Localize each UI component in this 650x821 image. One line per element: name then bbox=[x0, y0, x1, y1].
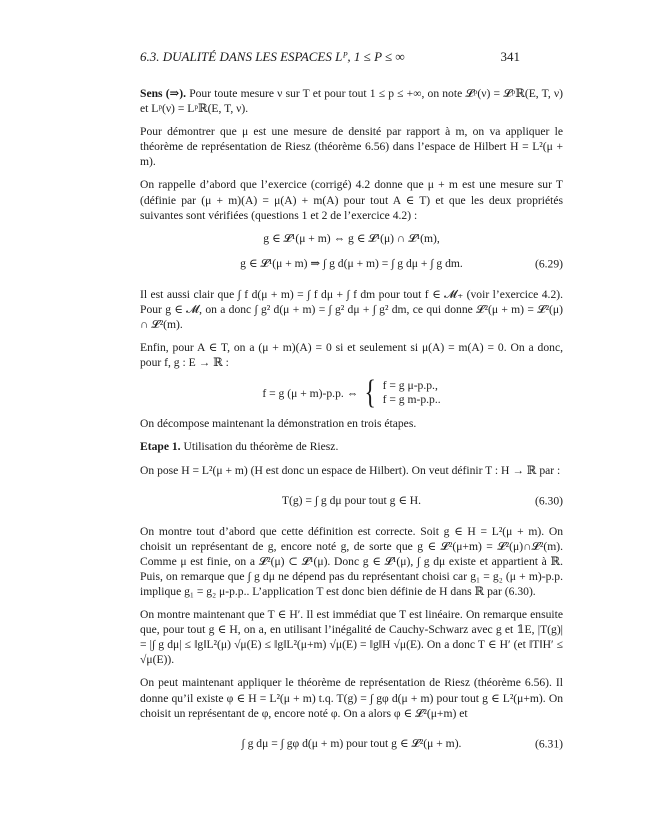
equation-6-31 bbox=[140, 729, 563, 759]
paragraph-t-in-dual: On montre maintenant que T ∈ H′. Il est immédiat que T est linéaire. On remarque ensuite que, pour tout g ∈ H, on a, en utilisant l’inégalité de Cauchy-Schwarz avec g et 𝟙E, |T(g)| = |∫ g dμ| ≤ ‖g‖L²(μ) √μ(E) ≤ ‖g‖L²(μ+m) √μ(E) = ‖g‖H √μ(E). On a donc T ∈ H′ (et ‖T‖H′ ≤ √μ(E)). bbox=[140, 608, 563, 667]
running-title: 6.3. DUALITÉ DANS LES ESPACES Lᴾ, 1 ≤ P ≤ ∞ bbox=[140, 49, 405, 64]
equation-lhs: f = g (μ + m)-p.p. ⇔ bbox=[262, 386, 359, 400]
paragraph-three-steps: On décompose maintenant la démonstration en trois étapes. bbox=[140, 417, 417, 431]
equation-cases bbox=[383, 379, 441, 407]
sens-label: Sens (⇒). bbox=[140, 87, 187, 100]
sens-text: Pour toute mesure ν sur T et pour tout 1 ≤ p ≤ +∞, on note 𝓛ᵖ(ν) = 𝓛ᵖℝ(E, T, ν) et Lᵖ(ν) = Lᵖℝ(E, T, ν). bbox=[140, 87, 564, 116]
step-title: Utilisation du théorème de Riesz. bbox=[180, 440, 339, 454]
paragraph-exercise-reminder: On rappelle d’abord que l’exercice (corrigé) 4.2 donne que μ + m est une mesure sur T (définie par (μ + m)(A) = μ(A) + m(A) pour tout A ∈ T) et que les deux propriétés suivantes sont vérifiées (questions 1 et 2 de l’exercice 4.2) : bbox=[140, 178, 563, 222]
page-number: 341 bbox=[500, 49, 520, 64]
equation-case: f = g μ-p.p., bbox=[382, 379, 438, 393]
paragraph-define-h: On pose H = L²(μ + m) (H est donc un espace de Hilbert). On veut définir T : H → ℝ par : bbox=[140, 463, 561, 477]
equation-pp-equivalence bbox=[140, 374, 563, 412]
page-body bbox=[140, 86, 563, 767]
step-1-heading bbox=[140, 439, 563, 454]
page-header bbox=[140, 49, 520, 65]
brace-symbol: { bbox=[364, 374, 377, 412]
paragraph-integral-additivity: Il est aussi clair que ∫ f d(μ + m) = ∫ f dμ + ∫ f dm pour tout f ∈ 𝓜₊ (voir l’exercice 4.2). Pour g ∈ 𝓜, on a donc ∫ g² d(μ + m) = ∫ g² dμ + ∫ g² dm, ce qui donne 𝓛²(μ + m) = 𝓛²(μ) ∩ 𝓛²(m). bbox=[140, 287, 563, 332]
equation-6-29 bbox=[140, 249, 563, 279]
paragraph-riesz-intro: Pour démontrer que μ est une mesure de densité par rapport à m, on va appliquer le théorème de représentation de Riesz (théorème 6.56) dans l’espace de Hilbert H = L²(μ + m). bbox=[140, 125, 563, 169]
equation-l1-equivalence bbox=[140, 231, 563, 246]
equation-case: f = g m-p.p.. bbox=[382, 393, 441, 407]
equation-text: g ∈ 𝓛¹(μ + m) ⇒ ∫ g d(μ + m) = ∫ g dμ + ∫ g dm. bbox=[240, 257, 463, 271]
sens-paragraph bbox=[140, 86, 563, 116]
equation-text: g ∈ 𝓛¹(μ + m) ⇔ g ∈ 𝓛¹(μ) ∩ 𝓛¹(m), bbox=[263, 231, 440, 245]
step-label: Etape 1. bbox=[140, 440, 181, 454]
paragraph-definition-correct: On montre tout d’abord que cette définition est correcte. Soit g ∈ H = L²(μ + m). On choisit un représentant de g, encore noté g, de sorte que g ∈ 𝓛²(μ+m) = 𝓛²(μ)∩𝓛²(m). Comme μ est finie, on a 𝓛²(μ) ⊂ 𝓛¹(μ). Donc g ∈ 𝓛¹(μ), ∫ g dμ existe et appartient à ℝ. Puis, on remarque que ∫ g dμ ne dépend pas du représentant choisi car g₁ = g₂ (μ + m)-p.p. implique g₁ = g₂ μ-p.p.. L’application T est donc bien définie de H dans ℝ par (6.30). bbox=[140, 524, 563, 598]
equation-text: T(g) = ∫ g dμ pour tout g ∈ H. bbox=[281, 494, 422, 508]
equation-text: ∫ g dμ = ∫ gφ d(μ + m) pour tout g ∈ 𝓛²(μ + m). bbox=[241, 737, 462, 751]
equation-6-30 bbox=[140, 486, 563, 516]
equation-number: (6.29) bbox=[534, 257, 563, 271]
paragraph-null-sets: Enfin, pour A ∈ T, on a (μ + m)(A) = 0 si et seulement si μ(A) = m(A) = 0. On a donc, pour f, g : E → ℝ : bbox=[140, 341, 563, 370]
paragraph-apply-riesz: On peut maintenant appliquer le théorème de représentation de Riesz (théorème 6.56). Il donne qu’il existe φ ∈ H = L²(μ + m) t.q. T(g) = ∫ gφ d(μ + m) pour tout g ∈ L²(μ+m). On choisit un représentant de φ, encore noté φ. On a alors φ ∈ 𝓛²(μ+m) et bbox=[140, 676, 563, 720]
equation-number: (6.30) bbox=[534, 494, 563, 508]
equation-number: (6.31) bbox=[534, 737, 563, 751]
